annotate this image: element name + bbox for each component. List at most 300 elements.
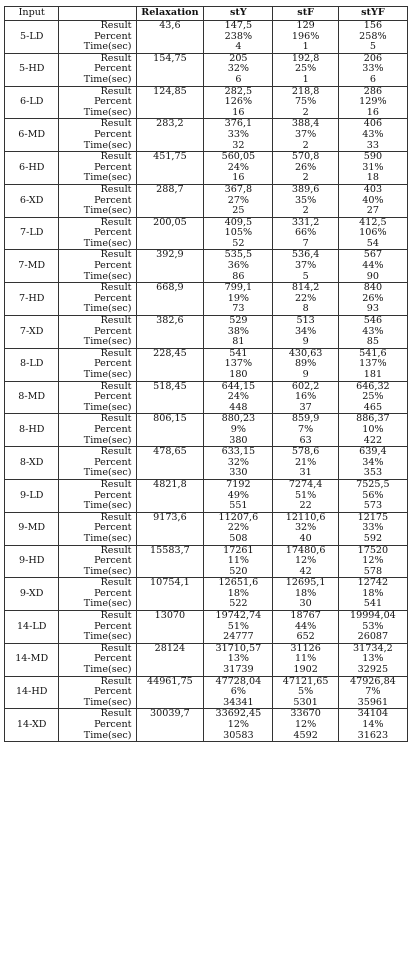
metric-labels-cell — [59, 283, 136, 316]
table-row — [5, 250, 408, 283]
styf-value: 34104 — [357, 708, 389, 720]
stf-value: 16% — [294, 391, 317, 403]
metric-label: Result — [100, 577, 132, 589]
sty-value: 33% — [227, 128, 250, 140]
styf-value: 106% — [359, 227, 387, 239]
styf-value: 27 — [366, 205, 379, 217]
stf-value: 22 — [299, 500, 312, 512]
sty-value: 51% — [227, 620, 250, 632]
sty-cell — [204, 184, 273, 217]
sty-cell — [204, 578, 273, 611]
metric-labels-cell — [59, 414, 136, 447]
sty-value: 49% — [227, 489, 250, 501]
metric-labels-cell — [59, 53, 136, 86]
stf-value: 2 — [302, 172, 309, 184]
metric-labels-cell — [59, 316, 136, 349]
table-row — [5, 611, 408, 644]
relaxation-value: 668,9 — [156, 282, 184, 294]
stf-value: 1902 — [293, 664, 318, 676]
sty-value: 551 — [229, 500, 248, 512]
sty-value: 17261 — [223, 544, 254, 556]
metric-labels-cell — [59, 152, 136, 185]
sty-value: 16 — [232, 106, 245, 118]
styf-value: 31623 — [357, 729, 389, 741]
styf-cell — [338, 21, 407, 54]
styf-cell — [338, 709, 407, 742]
styf-value: 14% — [362, 719, 384, 730]
relaxation-cell — [136, 447, 204, 480]
relaxation-cell — [136, 119, 204, 152]
styf-value: 541 — [363, 598, 383, 610]
sty-value: 644,15 — [221, 380, 256, 392]
metric-label: Result — [100, 249, 132, 261]
sty-cell — [204, 643, 273, 676]
styf-value: 258% — [359, 30, 387, 42]
stf-value: 42 — [299, 565, 312, 577]
relaxation-value: 28124 — [154, 642, 186, 654]
relaxation-cell — [136, 21, 204, 54]
relaxation-cell — [136, 283, 204, 316]
metric-label: Time(sec) — [83, 336, 132, 348]
stf-value: 25% — [294, 63, 317, 75]
metric-labels-cell — [59, 611, 136, 644]
sty-value: 24% — [227, 391, 250, 403]
metric-label: Result — [100, 315, 132, 327]
metric-label: Time(sec) — [83, 696, 132, 708]
relaxation-value: 15583,7 — [150, 544, 190, 556]
styf-value: 578 — [363, 565, 383, 577]
styf-value: 44% — [362, 260, 384, 272]
stf-cell — [273, 119, 338, 152]
stf-value: 12% — [294, 555, 317, 567]
styf-value: 422 — [363, 434, 383, 446]
styf-cell — [338, 578, 407, 611]
relaxation-value: 283,2 — [156, 118, 184, 130]
metric-label: Time(sec) — [83, 664, 132, 676]
metric-label: Percent — [94, 686, 132, 698]
stf-value: 859,9 — [291, 413, 320, 425]
input-cell: 9-XD — [5, 578, 59, 611]
stf-value: 570,8 — [291, 151, 320, 163]
relaxation-cell — [136, 348, 204, 381]
sty-value: 376,1 — [224, 118, 253, 130]
table-row — [5, 316, 408, 349]
table-row — [5, 184, 408, 217]
styf-cell — [338, 643, 407, 676]
sty-value: 32 — [232, 139, 245, 151]
metric-label: Percent — [94, 194, 132, 206]
sty-value: 24777 — [223, 631, 254, 643]
stf-value: 37 — [299, 401, 312, 413]
sty-cell — [204, 217, 273, 250]
sty-value: 47728,04 — [215, 675, 262, 687]
styf-value: 206 — [363, 52, 383, 64]
stf-cell — [273, 643, 338, 676]
sty-value: 81 — [232, 336, 245, 348]
sty-cell — [204, 447, 273, 480]
stf-value: 7% — [298, 423, 314, 435]
results-table — [4, 6, 408, 742]
relaxation-value: 44961,75 — [147, 675, 193, 687]
styf-value: 546 — [363, 315, 383, 327]
relaxation-value: 806,15 — [153, 413, 187, 425]
stf-value: 388,4 — [291, 118, 320, 130]
metric-label: Percent — [94, 653, 132, 665]
stf-value: 30 — [299, 598, 312, 610]
styf-value: 6 — [369, 73, 376, 85]
table-row — [5, 348, 408, 381]
stf-cell — [273, 447, 338, 480]
styf-value: 53% — [362, 620, 384, 632]
metric-label: Time(sec) — [83, 41, 132, 53]
sty-value: 36% — [227, 260, 250, 272]
styf-value: 26087 — [357, 631, 389, 643]
styf-value: 465 — [363, 401, 383, 413]
relaxation-value: 154,75 — [153, 52, 187, 64]
sty-cell — [204, 119, 273, 152]
styf-cell — [338, 119, 407, 152]
sty-value: 105% — [224, 227, 253, 239]
styf-value: 403 — [363, 183, 383, 195]
sty-value: 522 — [229, 598, 248, 610]
sty-value: 541 — [229, 347, 248, 359]
header-stf: stF — [273, 7, 338, 21]
metric-label: Time(sec) — [83, 205, 132, 217]
metric-label: Time(sec) — [83, 598, 132, 610]
stf-value: 2 — [302, 106, 309, 118]
stf-cell — [273, 283, 338, 316]
metric-labels-cell — [59, 709, 136, 742]
sty-value: 24% — [227, 161, 250, 173]
sty-value: 520 — [229, 565, 248, 577]
metric-label: Percent — [94, 489, 132, 501]
sty-value: 282,5 — [224, 85, 253, 97]
stf-value: 32% — [294, 522, 317, 534]
metric-label: Result — [100, 708, 132, 720]
metric-label: Time(sec) — [83, 631, 132, 643]
relaxation-cell — [136, 184, 204, 217]
input-cell: 8-XD — [5, 447, 59, 480]
styf-value: 33% — [362, 63, 384, 75]
relaxation-value: 518,45 — [153, 380, 187, 392]
metric-labels-cell — [59, 21, 136, 54]
styf-value: 286 — [363, 85, 383, 97]
relaxation-value: 30039,7 — [150, 708, 190, 720]
stf-value: 44% — [294, 620, 317, 632]
sty-cell — [204, 676, 273, 709]
styf-value: 646,32 — [356, 380, 390, 392]
metric-labels-cell — [59, 119, 136, 152]
stf-value: 51% — [294, 489, 317, 501]
stf-cell — [273, 676, 338, 709]
styf-cell — [338, 348, 407, 381]
table-row — [5, 512, 408, 545]
styf-value: 886,37 — [356, 413, 390, 425]
sty-value: 137% — [224, 358, 253, 370]
relaxation-cell — [136, 479, 204, 512]
stf-value: 192,8 — [291, 52, 320, 64]
header-relaxation: Relaxation — [136, 7, 204, 21]
metric-labels-cell — [59, 217, 136, 250]
styf-value: 541,6 — [359, 347, 387, 359]
sty-value: 367,8 — [224, 183, 253, 195]
styf-cell — [338, 316, 407, 349]
styf-value: 12175 — [357, 511, 389, 523]
relaxation-value: 392,9 — [156, 249, 184, 261]
stf-value: 9 — [302, 369, 309, 380]
metric-label: Time(sec) — [83, 500, 132, 512]
metric-labels-cell — [59, 447, 136, 480]
input-cell: 14-XD — [5, 709, 59, 742]
stf-cell — [273, 479, 338, 512]
sty-value: 16 — [232, 172, 245, 184]
relaxation-value: 478,65 — [153, 446, 187, 458]
input-cell: 7-MD — [5, 250, 59, 283]
sty-value: 22% — [227, 522, 250, 534]
input-cell: 14-LD — [5, 611, 59, 644]
stf-value: 18% — [294, 587, 317, 599]
sty-value: 19742,74 — [215, 610, 262, 622]
styf-value: 43% — [362, 325, 384, 337]
relaxation-cell — [136, 250, 204, 283]
styf-value: 129% — [359, 96, 387, 108]
relaxation-cell — [136, 676, 204, 709]
metric-label: Result — [100, 511, 132, 523]
sty-cell — [204, 316, 273, 349]
input-cell: 9-HD — [5, 545, 59, 578]
relaxation-cell — [136, 512, 204, 545]
metric-label: Result — [100, 20, 132, 31]
styf-cell — [338, 86, 407, 119]
table-row — [5, 381, 408, 414]
relaxation-cell — [136, 152, 204, 185]
sty-cell — [204, 86, 273, 119]
stf-cell — [273, 611, 338, 644]
styf-value: 639,4 — [359, 446, 387, 458]
styf-value: 17520 — [357, 544, 389, 556]
metric-label: Result — [100, 183, 132, 195]
metric-labels-cell — [59, 578, 136, 611]
styf-cell — [338, 512, 407, 545]
sty-cell — [204, 152, 273, 185]
relaxation-cell — [136, 217, 204, 250]
metric-label: Result — [100, 675, 132, 687]
stf-cell — [273, 152, 338, 185]
stf-value: 5% — [298, 686, 314, 698]
metric-label: Time(sec) — [83, 467, 132, 479]
styf-value: 26% — [362, 292, 384, 304]
relaxation-cell — [136, 611, 204, 644]
sty-value: 238% — [224, 30, 253, 42]
stf-value: 89% — [294, 358, 317, 370]
metric-label: Percent — [94, 423, 132, 435]
metric-label: Result — [100, 216, 132, 228]
styf-value: 16 — [366, 106, 379, 118]
stf-value: 652 — [296, 631, 315, 643]
sty-cell — [204, 414, 273, 447]
stf-cell — [273, 217, 338, 250]
metric-label: Result — [100, 642, 132, 654]
relaxation-cell — [136, 381, 204, 414]
relaxation-value: 43,6 — [159, 20, 181, 31]
sty-cell — [204, 250, 273, 283]
stf-value: 31126 — [290, 642, 321, 654]
stf-value: 12% — [294, 719, 317, 730]
header-metric — [59, 7, 136, 21]
relaxation-value: 288,7 — [156, 183, 184, 195]
sty-cell — [204, 545, 273, 578]
metric-labels-cell — [59, 643, 136, 676]
styf-cell — [338, 217, 407, 250]
metric-labels-cell — [59, 479, 136, 512]
metric-label: Percent — [94, 128, 132, 140]
styf-value: 31% — [362, 161, 384, 173]
stf-value: 31 — [299, 467, 312, 479]
styf-value: 56% — [362, 489, 384, 501]
stf-value: 47121,65 — [282, 675, 329, 687]
relaxation-cell — [136, 414, 204, 447]
styf-value: 10% — [362, 423, 384, 435]
metric-label: Percent — [94, 161, 132, 173]
table-row — [5, 545, 408, 578]
metric-label: Result — [100, 151, 132, 163]
stf-value: 35% — [294, 194, 317, 206]
styf-cell — [338, 381, 407, 414]
sty-value: 30583 — [223, 729, 254, 741]
metric-label: Time(sec) — [83, 237, 132, 249]
stf-value: 536,4 — [291, 249, 320, 261]
styf-value: 33 — [366, 139, 379, 151]
stf-value: 12695,1 — [285, 577, 326, 589]
styf-value: 34% — [362, 456, 384, 468]
sty-value: 180 — [229, 369, 248, 380]
sty-value: 25 — [232, 205, 245, 217]
styf-value: 353 — [363, 467, 383, 479]
sty-value: 330 — [229, 467, 248, 479]
table-row — [5, 578, 408, 611]
sty-value: 52 — [232, 237, 245, 249]
stf-value: 75% — [294, 96, 317, 108]
stf-value: 63 — [299, 434, 312, 446]
relaxation-value: 124,85 — [153, 85, 187, 97]
metric-labels-cell — [59, 381, 136, 414]
sty-value: 9% — [230, 423, 246, 435]
metric-label: Result — [100, 446, 132, 458]
metric-label: Result — [100, 118, 132, 130]
table-row — [5, 119, 408, 152]
relaxation-cell — [136, 53, 204, 86]
sty-value: 448 — [229, 401, 248, 413]
stf-cell — [273, 184, 338, 217]
styf-value: 54 — [366, 237, 379, 249]
stf-value: 814,2 — [291, 282, 320, 294]
styf-value: 32925 — [357, 664, 389, 676]
metric-label: Percent — [94, 555, 132, 567]
sty-value: 27% — [227, 194, 250, 206]
relaxation-cell — [136, 643, 204, 676]
sty-value: 7192 — [226, 478, 251, 490]
metric-label: Result — [100, 413, 132, 425]
stf-value: 37% — [294, 128, 317, 140]
metric-label: Time(sec) — [83, 532, 132, 544]
table-row — [5, 217, 408, 250]
sty-value: 147,5 — [224, 20, 253, 31]
table-row — [5, 479, 408, 512]
input-cell: 14-HD — [5, 676, 59, 709]
stf-value: 430,63 — [288, 347, 323, 359]
styf-cell — [338, 250, 407, 283]
styf-value: 35961 — [357, 696, 389, 708]
metric-label: Percent — [94, 260, 132, 272]
stf-value: 331,2 — [291, 216, 320, 228]
metric-label: Time(sec) — [83, 270, 132, 282]
styf-cell — [338, 184, 407, 217]
sty-value: 6 — [235, 73, 242, 85]
sty-value: 799,1 — [224, 282, 253, 294]
relaxation-cell — [136, 578, 204, 611]
sty-value: 633,15 — [221, 446, 256, 458]
metric-labels-cell — [59, 250, 136, 283]
stf-value: 7274,4 — [288, 478, 323, 490]
metric-label: Time(sec) — [83, 73, 132, 85]
sty-value: 73 — [232, 303, 245, 315]
sty-cell — [204, 479, 273, 512]
input-cell: 6-MD — [5, 119, 59, 152]
stf-value: 5 — [302, 270, 309, 282]
metric-label: Result — [100, 52, 132, 64]
sty-value: 529 — [229, 315, 248, 327]
metric-labels-cell — [59, 86, 136, 119]
header-styf: stYF — [338, 7, 407, 21]
relaxation-value: 451,75 — [153, 151, 187, 163]
stf-value: 4592 — [293, 729, 318, 741]
sty-value: 31739 — [223, 664, 254, 676]
stf-cell — [273, 381, 338, 414]
styf-value: 5 — [369, 41, 376, 53]
sty-value: 33692,45 — [215, 708, 262, 720]
stf-value: 33670 — [290, 708, 321, 720]
styf-value: 137% — [359, 358, 387, 370]
stf-value: 22% — [294, 292, 317, 304]
styf-value: 18% — [362, 587, 384, 599]
relaxation-cell — [136, 709, 204, 742]
styf-value: 40% — [362, 194, 384, 206]
metric-label: Time(sec) — [83, 172, 132, 184]
sty-value: 508 — [229, 532, 248, 544]
styf-value: 7% — [365, 686, 381, 698]
styf-value: 43% — [362, 128, 384, 140]
metric-label: Percent — [94, 96, 132, 108]
metric-label: Percent — [94, 719, 132, 730]
metric-label: Time(sec) — [83, 434, 132, 446]
stf-value: 602,2 — [291, 380, 320, 392]
stf-value: 1 — [302, 41, 309, 53]
styf-value: 12% — [362, 555, 384, 567]
stf-value: 5301 — [293, 696, 318, 708]
styf-value: 592 — [363, 532, 383, 544]
input-cell: 8-LD — [5, 348, 59, 381]
table-row — [5, 21, 408, 54]
sty-value: 38% — [227, 325, 250, 337]
styf-value: 13% — [362, 653, 384, 665]
stf-value: 218,8 — [291, 85, 320, 97]
metric-labels-cell — [59, 545, 136, 578]
styf-cell — [338, 611, 407, 644]
input-cell: 6-HD — [5, 152, 59, 185]
stf-cell — [273, 21, 338, 54]
stf-cell — [273, 512, 338, 545]
input-cell: 6-XD — [5, 184, 59, 217]
